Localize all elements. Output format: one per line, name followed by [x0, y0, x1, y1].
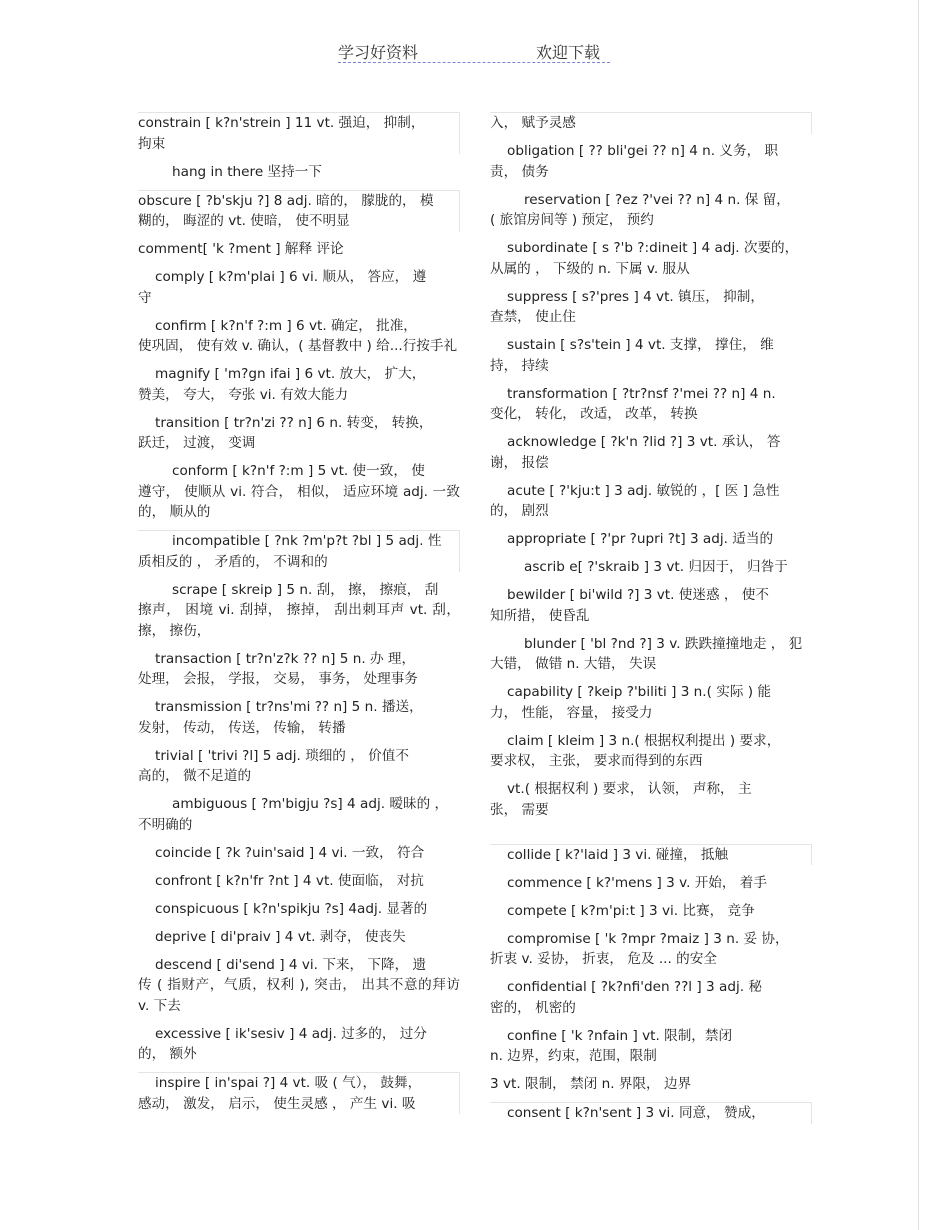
header-left-title: 学习好资料 — [338, 43, 419, 62]
vocab-entry — [138, 927, 460, 948]
page-edge-line — [918, 0, 919, 1230]
entry-headline: compromise [ 'k ?mpr ?maiz ] 3 n. 妥 协， — [507, 930, 789, 947]
entry-continuation: 发射， 传动， 传送， 传输， 转播 — [138, 719, 346, 736]
entry-continuation: 处理， 会报， 学报， 交易， 事务， 处理事务 — [138, 671, 418, 687]
vocab-entry — [490, 112, 812, 134]
entry-continuation: 知所措， 使昏乱 — [490, 607, 590, 624]
entry-headline: vt.( 根据权利 ) 要求， 认领， 声称， 主 — [507, 781, 752, 797]
entry-continuation: 擦声， 困境 vi. 刮掉， 擦掉， 刮出刺耳声 vt. 刮， 擦， 擦伤， — [138, 602, 460, 639]
left-column — [138, 112, 460, 1122]
entry-continuation: 质相反的 ， 矛盾的， 不调和的 — [138, 553, 328, 570]
vocab-entry — [138, 413, 460, 454]
vocab-entry — [138, 461, 460, 523]
vocab-entry — [138, 871, 460, 892]
entry-headline: comply [ k?m'plai ] 6 vi. 顺从， 答应， 遵 — [155, 269, 427, 285]
entry-headline: trivial [ 'trivi ?l] 5 adj. 琐细的 ， 价值不 — [155, 747, 409, 764]
entry-continuation: 查禁， 使止住 — [490, 309, 576, 325]
vocab-entry — [138, 162, 460, 183]
vocab-entry — [490, 779, 812, 820]
entry-continuation: 折衷 v. 妥协， 折衷， 危及 ... 的安全 — [490, 951, 717, 967]
entry-continuation: 从属的 ， 下级的 n. 下属 v. 服从 — [490, 260, 690, 277]
entry-headline: transmission [ tr?ns'mi ?? n] 5 n. 播送， — [155, 699, 423, 715]
entry-headline: appropriate [ ?'pr ?upri ?t] 3 adj. 适当的 — [507, 531, 774, 547]
entry-headline: obscure [ ?b'skju ?] 8 adj. 暗的， 朦胧的， 模 — [138, 192, 434, 209]
vocab-entry — [138, 697, 460, 738]
entry-headline: descend [ di'send ] 4 vi. 下来， 下降， 遗 — [155, 956, 427, 973]
vocab-entry — [490, 190, 812, 231]
entry-continuation: 的， 额外 — [138, 1046, 197, 1062]
entry-continuation: 跃迁， 过渡， 变调 — [138, 435, 256, 451]
entry-headline: 3 vt. 限制， 禁闭 n. 界限， 边界 — [490, 1076, 692, 1092]
entry-headline: conspicuous [ k?n'spikju ?s] 4adj. 显著的 — [155, 900, 428, 917]
vocab-entry — [138, 899, 460, 920]
entry-continuation: 传 ( 指财产，气质，权利 ), 突击， 出其不意的拜访 v. 下去 — [138, 977, 460, 1014]
vocab-entry — [490, 529, 812, 550]
entry-continuation: 张， 需要 — [490, 801, 549, 818]
entry-headline: subordinate [ s ?'b ?:dineit ] 4 adj. 次要的， — [507, 240, 799, 256]
entry-headline: hang in there 坚持一下 — [172, 163, 322, 180]
entry-headline: compete [ k?m'pi:t ] 3 vi. 比赛， 竞争 — [507, 902, 755, 919]
entry-headline: transformation [ ?tr?nsf ?'mei ?? n] 4 n. — [507, 385, 776, 402]
entry-headline: suppress [ s?'pres ] 4 vt. 镇压， 抑制， — [507, 288, 764, 305]
entry-headline: acute [ ?'kju:t ] 3 adj. 敏锐的 ，[ 医 ] 急性 — [507, 482, 780, 499]
entry-continuation: 高的， 微不足道的 — [138, 768, 252, 784]
vocab-entry — [138, 746, 460, 787]
entry-headline: sustain [ s?s'tein ] 4 vt. 支撑， 撑住， 维 — [507, 337, 774, 353]
vocab-entry — [490, 141, 812, 182]
entry-headline: scrape [ skreip ] 5 n. 刮， 擦， 擦痕， 刮 — [172, 581, 439, 598]
vocab-entry — [138, 112, 460, 154]
entry-headline: blunder [ 'bl ?nd ?] 3 v. 跌跌撞撞地走 ， 犯 — [524, 635, 803, 652]
entry-headline: confidential [ ?k?nfi'den ??l ] 3 adj. 秘 — [507, 979, 762, 995]
vocab-entry — [138, 794, 460, 835]
vocab-entry — [490, 481, 812, 522]
entry-continuation: 密的， 机密的 — [490, 999, 576, 1016]
vocab-entry — [490, 873, 812, 894]
entry-continuation: 不明确的 — [138, 816, 193, 833]
entry-headline: confirm [ k?n'f ?:m ] 6 vt. 确定， 批准， — [155, 317, 417, 334]
vocab-entry — [138, 364, 460, 405]
entry-headline: claim [ kleim ] 3 n.( 根据权利提出 ) 要求， — [507, 732, 781, 749]
vocab-entry — [490, 585, 812, 626]
entry-continuation: 拘束 — [138, 135, 166, 152]
header-right-title: 欢迎下载 — [536, 43, 601, 62]
vocab-entry — [138, 239, 460, 260]
entry-headline: excessive [ ik'sesiv ] 4 adj. 过多的， 过分 — [155, 1025, 427, 1042]
entry-headline: constrain [ k?n'strein ] 11 vt. 强迫， 抑制， — [138, 115, 425, 131]
header-underline — [338, 62, 610, 63]
vocab-entry — [138, 580, 460, 642]
vocab-entry — [490, 901, 812, 922]
vocab-entry — [490, 1102, 812, 1124]
entry-headline: bewilder [ bi'wild ?] 3 vt. 使迷惑 ， 使不 — [507, 587, 769, 603]
vocab-entry — [490, 844, 812, 866]
vocab-entry — [138, 530, 460, 572]
entry-continuation: ( 旅馆房间等 ) 预定， 预约 — [490, 212, 654, 228]
vocab-entry — [490, 287, 812, 328]
entry-continuation: 使巩固， 使有效 v. 确认，( 基督教中 ) 给...行按手礼 — [138, 338, 458, 354]
vocab-entry — [138, 190, 460, 232]
entry-continuation: 责， 债务 — [490, 163, 549, 180]
entry-headline: obligation [ ?? bli'gei ?? n] 4 n. 义务， 职 — [507, 143, 779, 159]
entry-headline: magnify [ 'm?gn ifai ] 6 vt. 放大， 扩大， — [155, 366, 426, 382]
entry-continuation: 赞美， 夸大， 夸张 vi. 有效大能力 — [138, 386, 349, 403]
entry-headline: consent [ k?n'sent ] 3 vi. 同意， 赞成， — [507, 1105, 765, 1121]
vocab-entry — [138, 843, 460, 864]
vocab-entry — [490, 682, 812, 723]
vocab-entry — [138, 1072, 460, 1114]
vocab-entry — [138, 316, 460, 357]
vocab-entry — [138, 649, 460, 690]
vocab-entry — [490, 1074, 812, 1095]
entry-headline: incompatible [ ?nk ?m'p?t ?bl ] 5 adj. 性 — [172, 533, 442, 549]
vocab-entry — [490, 384, 812, 425]
entry-headline: inspire [ in'spai ?] 4 vt. 吸 ( 气）， 鼓舞， — [155, 1075, 422, 1091]
entry-continuation: 守 — [138, 289, 152, 306]
entry-continuation: 糊的， 晦涩的 vt. 使暗， 使不明显 — [138, 213, 350, 229]
vocab-entry — [490, 557, 812, 578]
entry-continuation: 力， 性能， 容量， 接受力 — [490, 704, 653, 721]
vocab-entry — [138, 955, 460, 1017]
entry-headline: acknowledge [ ?k'n ?lid ?] 3 vt. 承认， 答 — [507, 434, 781, 450]
vocab-entry — [490, 335, 812, 376]
vocab-entry — [490, 977, 812, 1018]
entry-headline: commence [ k?'mens ] 3 v. 开始， 着手 — [507, 874, 767, 891]
entry-headline: ambiguous [ ?m'bigju ?s] 4 adj. 暧昧的 ， — [172, 796, 449, 812]
entry-gap — [490, 828, 812, 844]
vocab-entry — [490, 634, 812, 675]
vocab-entry — [490, 731, 812, 772]
entry-headline: deprive [ di'praiv ] 4 vt. 剥夺， 使丧失 — [155, 928, 406, 945]
entry-headline: confront [ k?n'fr ?nt ] 4 vt. 使面临， 对抗 — [155, 872, 424, 889]
entry-headline: capability [ ?keip ?'biliti ] 3 n.( 实际 ) 能 — [507, 684, 771, 700]
vocab-entry — [490, 929, 812, 970]
entry-headline: reservation [ ?ez ?'vei ?? n] 4 n. 保 留， — [524, 191, 790, 208]
vocab-entry — [490, 238, 812, 279]
entry-headline: 入， 赋予灵感 — [490, 115, 576, 131]
right-column — [490, 112, 812, 1131]
entry-headline: ascrib e[ ?'skraib ] 3 vt. 归因于， 归咎于 — [524, 559, 788, 575]
entry-headline: coincide [ ?k ?uin'said ] 4 vi. 一致， 符合 — [155, 844, 425, 861]
entry-continuation: n. 边界，约束，范围，限制 — [490, 1048, 657, 1064]
vocab-entry — [490, 432, 812, 473]
entry-continuation: 感动， 激发， 启示， 使生灵感 ， 产生 vi. 吸 — [138, 1095, 416, 1112]
entry-continuation: 持， 持续 — [490, 357, 549, 374]
entry-continuation: 大错， 做错 n. 大错， 失误 — [490, 656, 657, 672]
page-header — [338, 40, 610, 64]
vocab-entry — [138, 267, 460, 308]
entry-continuation: 遵守， 使顺从 vi. 符合， 相似， 适应环境 adj. 一致的， 顺从的 — [138, 483, 460, 520]
entry-headline: transition [ tr?n'zi ?? n] 6 n. 转变， 转换， — [155, 414, 433, 431]
entry-continuation: 的， 剧烈 — [490, 503, 549, 519]
entry-headline: comment[ 'k ?ment ] 解释 评论 — [138, 241, 344, 257]
vocab-entry — [138, 1024, 460, 1065]
entry-continuation: 要求权， 主张， 要求而得到的东西 — [490, 753, 703, 769]
entry-continuation: 变化， 转化， 改适， 改革， 转换 — [490, 406, 698, 422]
entry-headline: collide [ k?'laid ] 3 vi. 碰撞， 抵触 — [507, 846, 729, 863]
entry-headline: confine [ 'k ?nfain ] vt. 限制，禁闭 — [507, 1027, 733, 1044]
entry-headline: conform [ k?n'f ?:m ] 5 vt. 使一致， 使 — [172, 463, 425, 479]
entry-continuation: 谢， 报偿 — [490, 454, 549, 471]
vocab-entry — [490, 1026, 812, 1067]
entry-headline: transaction [ tr?n'z?k ?? n] 5 n. 办 理， — [155, 650, 416, 667]
